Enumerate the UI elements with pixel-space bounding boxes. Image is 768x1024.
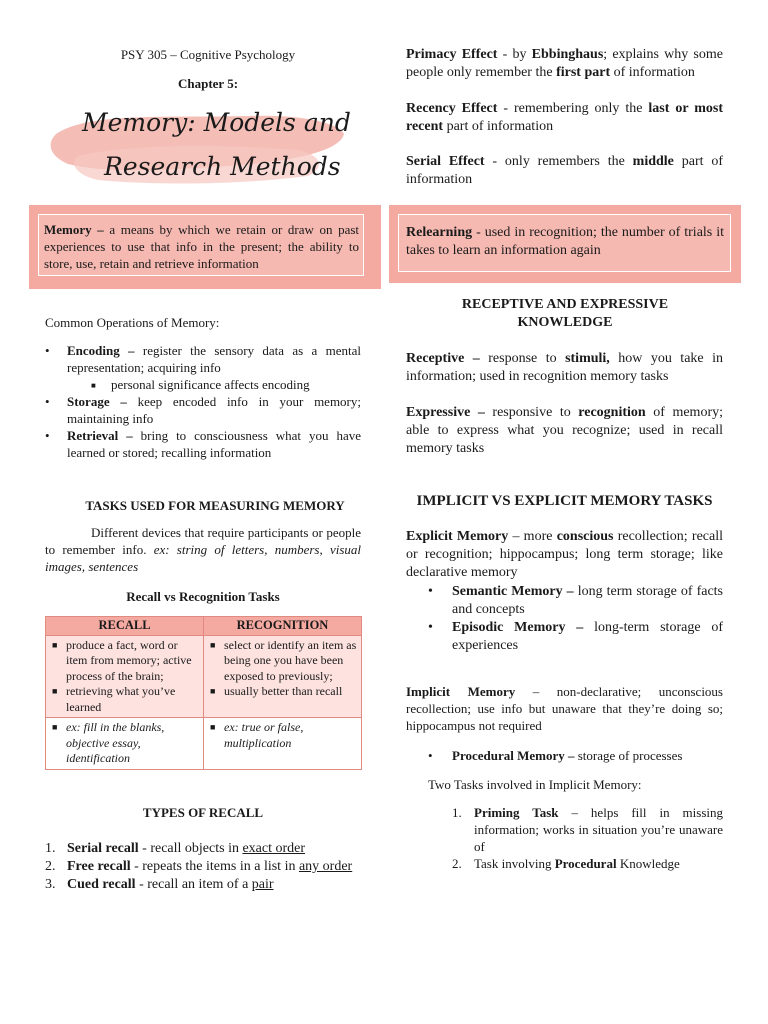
- op-encoding-sub: ■ personal significance affects encoding: [91, 377, 310, 392]
- procedural-memory: • Procedural Memory – storage of processes: [428, 748, 683, 763]
- recognition-example-cell: ■ ex: true or false, multiplication: [204, 718, 362, 770]
- receptive-heading: RECEPTIVE AND EXPRESSIVE KNOWLEDGE: [461, 297, 669, 330]
- common-ops-heading: Common Operations of Memory:: [45, 315, 220, 330]
- explicit-memory: Explicit Memory – more conscious recollection; recall or recognition; hippocampus; long term storage; like declarative memory: [406, 529, 723, 580]
- course-title: PSY 305 – Cognitive Psychology: [120, 47, 296, 62]
- op-storage: • Storage – keep encoded info in your memory; maintaining info: [45, 394, 361, 426]
- page-title-line2: Research Methods: [104, 152, 341, 181]
- memory-term: Memory –: [44, 222, 104, 237]
- op-retrieval: • Retrieval – bring to consciousness what you have learned or stored; recalling information: [45, 428, 361, 460]
- semantic-memory: • Semantic Memory – long term storage of facts and concepts: [428, 584, 723, 617]
- recall-type-serial: 1. Serial recall - recall objects in exact order: [45, 841, 306, 856]
- recall-cell: ■ produce a fact, word or item from memory; active process of the brain; ■ retrieving what you’ve learned: [46, 635, 204, 718]
- episodic-memory: • Episodic Memory – long-term storage of experiences: [428, 620, 724, 653]
- chapter-label: Chapter 5:: [177, 76, 239, 91]
- serial-effect: Serial Effect - only remembers the middle part of information: [406, 154, 723, 187]
- implicit-memory: Implicit Memory – non-declarative; unconscious recollection; use info but unaware that they’re doing so; hippocampus not required: [406, 684, 723, 733]
- receptive-definition: Receptive – response to stimuli, how you take in information; used in recognition memory tasks: [406, 351, 723, 384]
- explicit-items: [428, 583, 723, 655]
- primacy-effect: Primacy Effect - by Ebbinghaus; explains why some people only remember the first part of information: [406, 47, 723, 80]
- tasks-paragraph: Different devices that require participants or people to remember info. ex: string of letters, numbers, visual images, sentences: [45, 525, 361, 574]
- op-encoding: • Encoding – register the sensory data as a mental representation; acquiring info: [45, 343, 361, 375]
- recall-types-list: [45, 840, 361, 894]
- procedural-task: 2. Task involving Procedural Knowledge: [452, 856, 680, 871]
- priming-task: 1. Priming Task – helps fill in missing information; works in situation you’re unaware of: [452, 805, 724, 854]
- recall-vs-recognition-heading: Recall vs Recognition Tasks: [126, 589, 280, 604]
- relearning-definition: Relearning - used in recognition; the number of trials it takes to learn an information again: [398, 214, 731, 272]
- recency-effect: Recency Effect - remembering only the last or most recent part of information: [406, 101, 723, 134]
- memory-text: a means by which we retain or draw on past experiences to use that info in the present; the ability to store, use, retain and retrieve information: [44, 222, 360, 271]
- col-recognition: RECOGNITION: [204, 617, 362, 636]
- recall-type-free: 2. Free recall - repeats the items in a list in any order: [45, 859, 353, 874]
- types-of-recall-heading: TYPES OF RECALL: [142, 805, 264, 820]
- implicit-tasks-list: [452, 804, 723, 872]
- ops-list: [45, 342, 361, 461]
- recall-example-cell: ■ ex: fill in the blanks, objective essay, identification: [46, 718, 204, 770]
- recall-type-cued: 3. Cued recall - recall an item of a pair: [45, 877, 274, 892]
- tasks-heading: TASKS USED FOR MEASURING MEMORY: [85, 498, 345, 513]
- page-title-line1: Memory: Models and: [82, 108, 351, 137]
- two-tasks-label: Two Tasks involved in Implicit Memory:: [428, 777, 642, 792]
- expressive-definition: Expressive – responsive to recognition of memory; able to express what you recognize; used in recall memory tasks: [406, 405, 723, 456]
- col-recall: RECALL: [46, 617, 204, 636]
- memory-definition: [38, 214, 364, 276]
- implicit-explicit-heading: IMPLICIT VS EXPLICIT MEMORY TASKS: [416, 493, 713, 509]
- recognition-cell: ■ select or identify an item as being one you have been exposed to previously; ■ usually better than recall: [204, 635, 362, 718]
- recall-recognition-table: [45, 616, 362, 770]
